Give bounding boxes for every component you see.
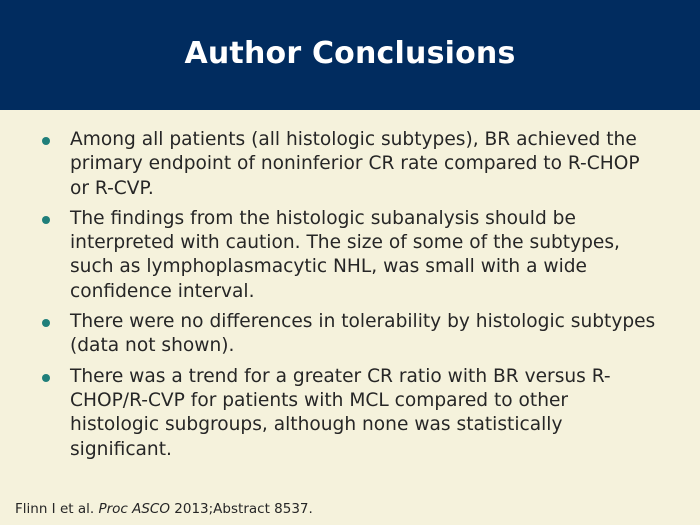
bullet-dot-icon [42,216,50,224]
citation-journal: Proc ASCO [98,501,170,517]
citation-authors: Flinn I et al. [15,501,95,517]
bullet-dot-icon [42,137,50,145]
citation [15,500,313,518]
citation-year-abstract: 2013;Abstract 8537. [174,501,313,517]
bullet-text: Among all patients (all histologic subtypes), BR achieved the primary endpoint of noninferior CR rate compared to R-CHOP or R-CVP. [70,129,640,199]
bullet-list [0,128,700,468]
bullet-item [0,310,700,359]
bullet-text: The findings from the histologic subanalysis should be interpreted with caution. The size of some of the subtypes, such as lymphoplasmacytic NHL, was small with a wide confidence interval. [70,207,620,302]
bullet-dot-icon [42,374,50,382]
title-bar [0,0,700,110]
bullet-item [0,128,700,201]
slide-title: Author Conclusions [184,35,516,71]
bullet-item [0,207,700,304]
bullet-item [0,365,700,462]
bullet-text: There were no differences in tolerability by histologic subtypes (data not shown). [70,311,656,357]
bullet-dot-icon [42,319,50,327]
bullet-text: There was a trend for a greater CR ratio with BR versus R-CHOP/R-CVP for patients with MCL compared to other histologic subgroups, although none was statistically significant. [70,365,611,460]
